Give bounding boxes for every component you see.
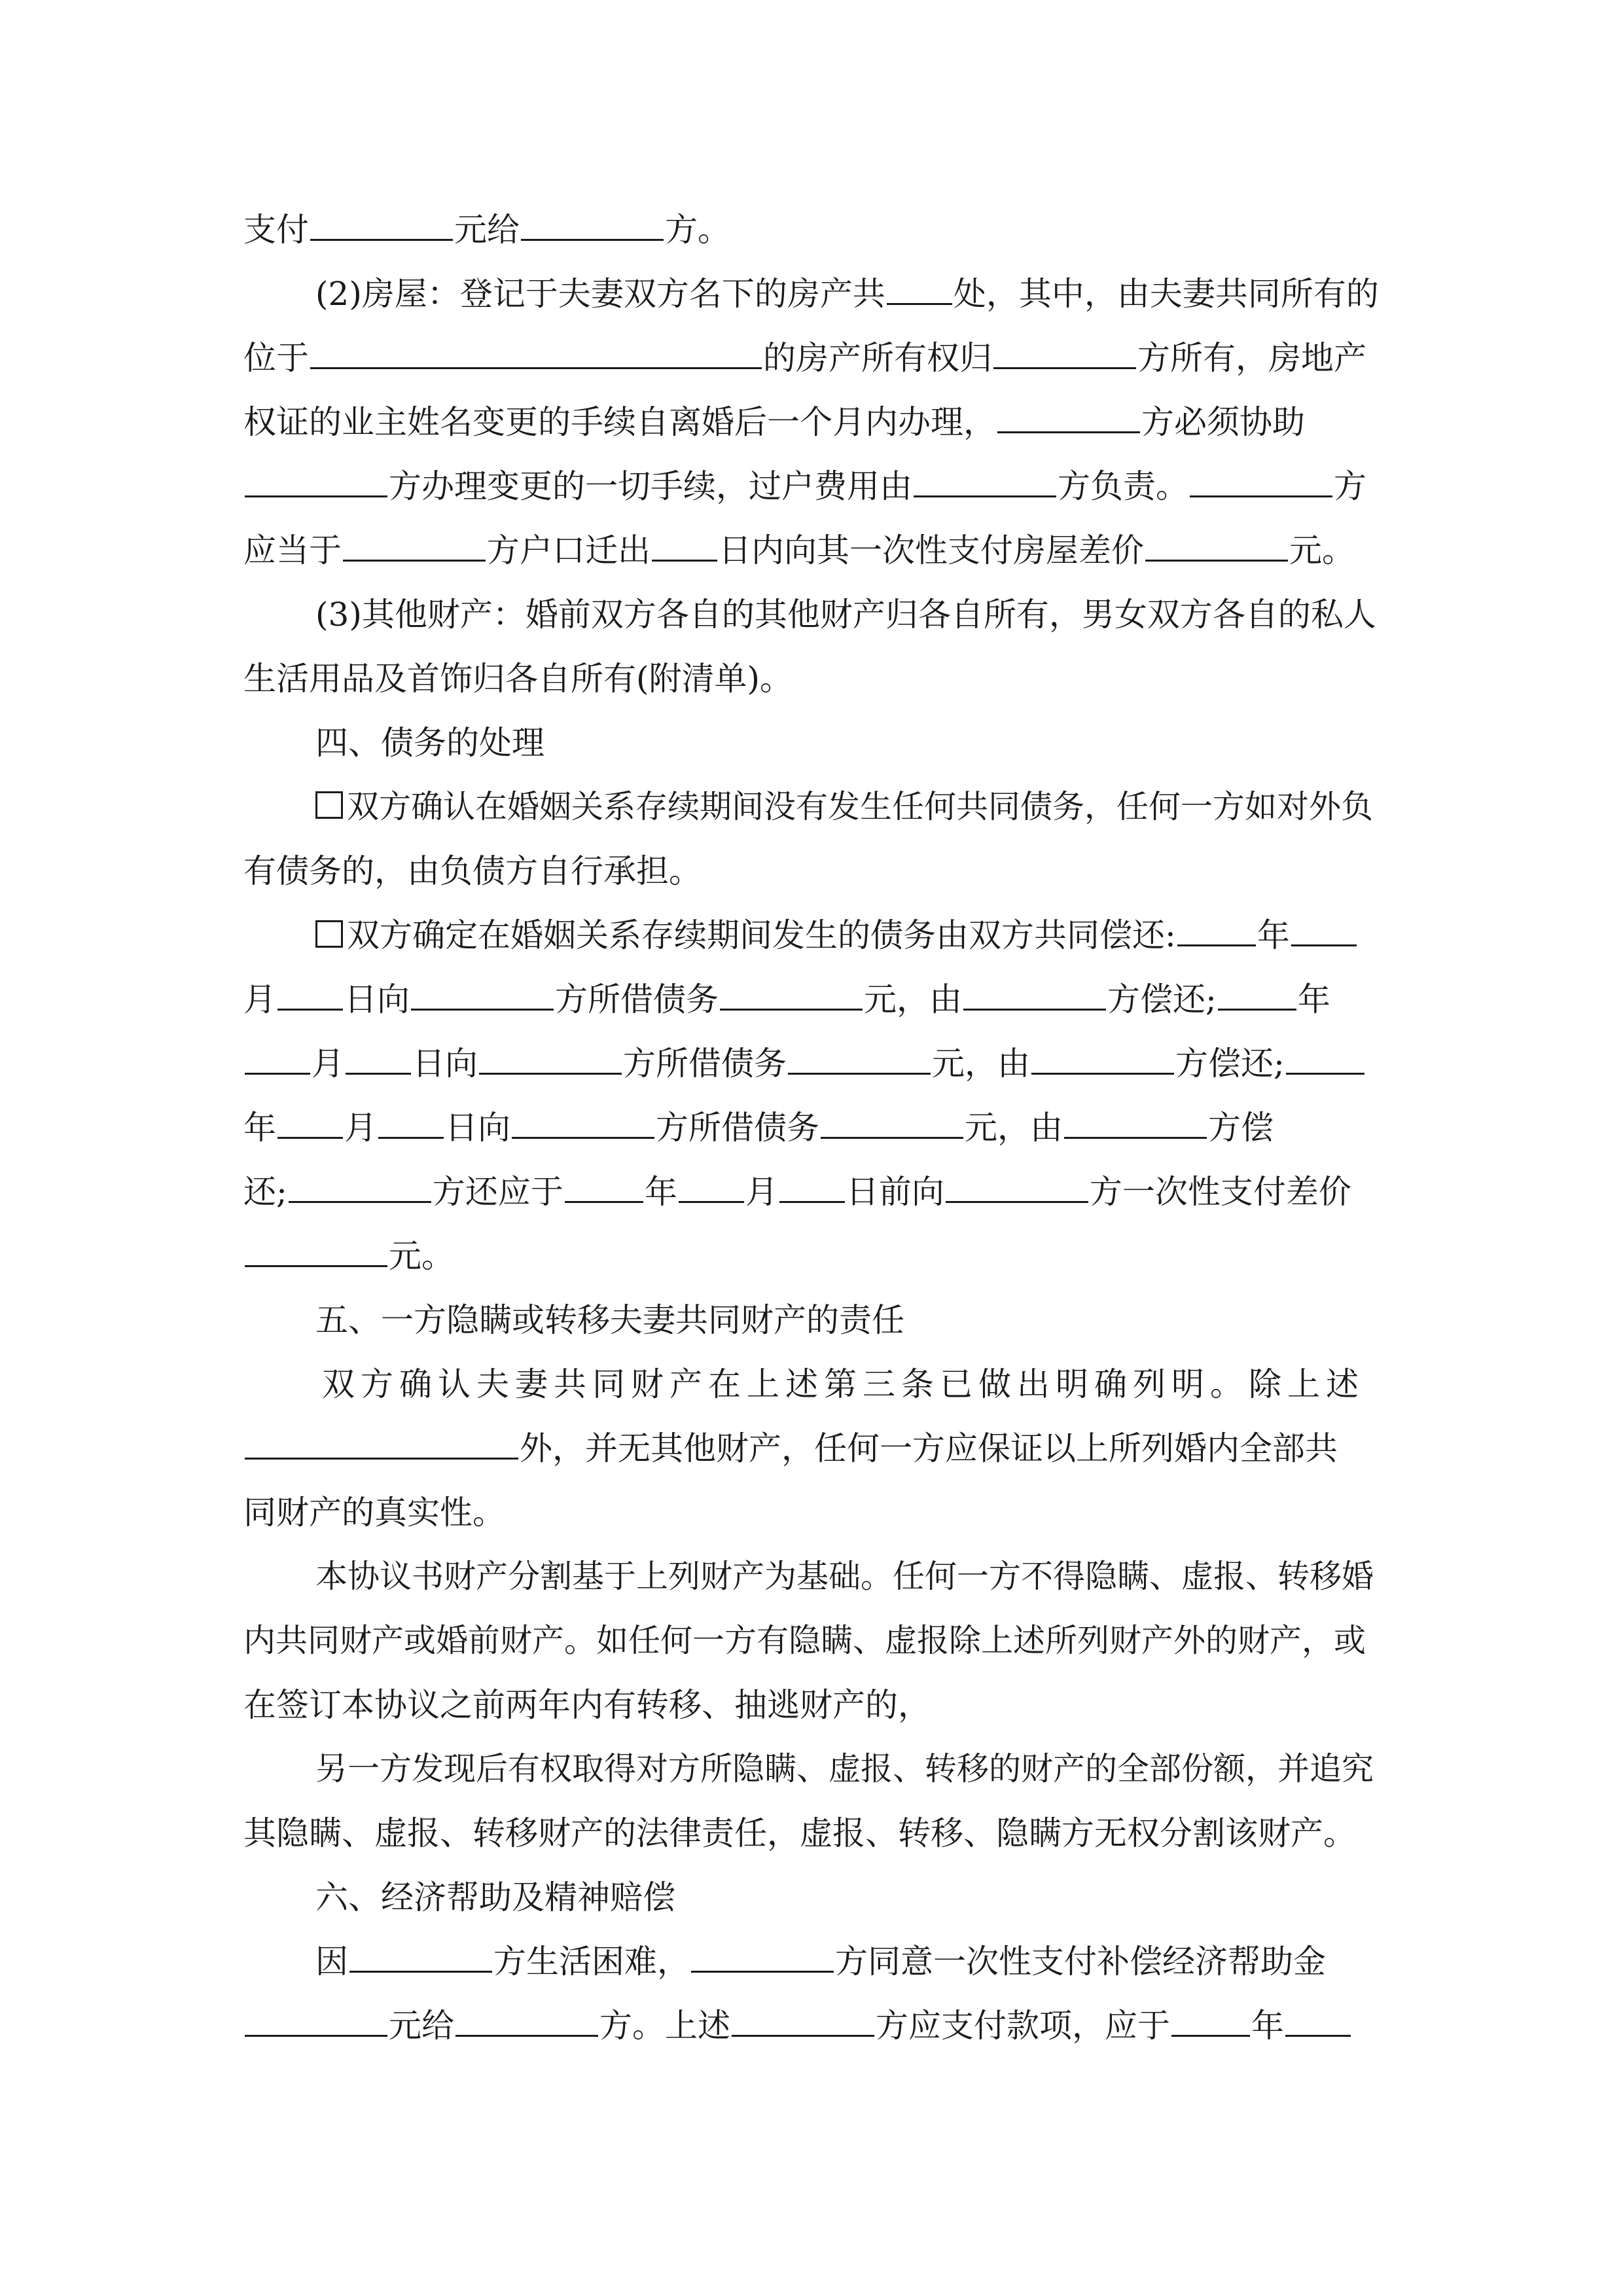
blank-field xyxy=(277,968,343,1011)
text: 方应支付款项，应于 xyxy=(876,2007,1170,2045)
text-line xyxy=(243,1096,1383,1160)
text: 日向 xyxy=(344,980,410,1018)
text-line xyxy=(322,1352,1383,1416)
blank-field xyxy=(1190,455,1332,497)
text-line xyxy=(243,326,1383,390)
blank-field xyxy=(946,1160,1088,1203)
text-line xyxy=(243,1160,1383,1224)
text: 方偿还; xyxy=(1175,1045,1285,1083)
blank-field xyxy=(343,519,486,562)
blank-field xyxy=(245,1417,518,1460)
blank-field xyxy=(245,1032,310,1075)
blank-field xyxy=(1218,968,1296,1011)
text-line xyxy=(243,647,1383,711)
blank-field xyxy=(512,1096,654,1139)
text: 五、一方隐瞒或转移夫妻共同财产的责任 xyxy=(315,1301,904,1339)
text-line xyxy=(315,262,1383,326)
text: 方偿还; xyxy=(1107,980,1217,1018)
blank-field xyxy=(914,455,1056,497)
blank-field xyxy=(652,519,717,562)
blank-field xyxy=(788,1032,931,1075)
text-line xyxy=(315,1545,1383,1609)
blank-field xyxy=(1145,519,1288,562)
text: 生活用品及首饰归各自所有(附清单)。 xyxy=(243,660,793,698)
blank-field xyxy=(993,327,1136,369)
text: 双方确认在婚姻关系存续期间没有发生任何共同债务，任何一方如对外负 xyxy=(347,788,1374,825)
text: 方所借债务 xyxy=(623,1045,787,1083)
text: 方一次性支付差价 xyxy=(1089,1173,1351,1211)
blank-field xyxy=(521,198,664,241)
blank-field xyxy=(277,1096,343,1139)
blank-field xyxy=(479,1032,622,1075)
text: 位于 xyxy=(243,339,309,377)
text: 方还应于 xyxy=(432,1173,563,1211)
text-line xyxy=(315,775,1383,839)
blank-field xyxy=(1291,904,1357,946)
text: 另一方发现后有权取得对方所隐瞒、虚报、转移的财产的全部份额，并追究 xyxy=(315,1750,1374,1787)
text: 双方确定在婚姻关系存续期间发生的债务由双方共同偿还: xyxy=(347,916,1176,954)
section-heading xyxy=(315,1865,1455,1929)
text: 因 xyxy=(315,1943,348,1981)
text: 其隐瞒、虚报、转移财产的法律责任，虚报、转移、隐瞒方无权分割该财产。 xyxy=(243,1814,1356,1852)
blank-field xyxy=(289,1160,431,1203)
blank-field xyxy=(378,1096,444,1139)
text-line xyxy=(243,1416,1383,1480)
text: 月 xyxy=(312,1045,344,1083)
text: 月 xyxy=(745,1173,778,1211)
blank-field xyxy=(1285,1994,1351,2037)
text-line xyxy=(243,1801,1383,1865)
text: 在签订本协议之前两年内有转移、抽逃财产的， xyxy=(243,1686,931,1724)
blank-field xyxy=(963,968,1106,1011)
text: 方。 xyxy=(665,211,730,249)
text: 的房产所有权归 xyxy=(763,339,992,377)
text-line xyxy=(243,1480,1383,1545)
blank-field xyxy=(245,455,387,497)
checkbox[interactable] xyxy=(315,791,343,819)
text-line xyxy=(243,454,1383,518)
text: 方必须协助 xyxy=(1141,403,1305,441)
text: 权证的业主姓名变更的手续自离婚后一个月内办理， xyxy=(243,403,996,441)
text-line xyxy=(243,967,1383,1031)
text: 方负责。 xyxy=(1058,467,1188,505)
blank-field xyxy=(455,1994,598,2037)
text: 元。 xyxy=(1289,531,1355,569)
text: 应当于 xyxy=(243,531,342,569)
text: 有债务的，由负债方自行承担。 xyxy=(243,852,702,890)
text: 日前向 xyxy=(846,1173,944,1211)
blank-field xyxy=(720,968,863,1011)
blank-field xyxy=(691,1930,834,1973)
text: 年 xyxy=(1257,916,1290,954)
text: 还; xyxy=(243,1173,287,1211)
text: 方同意一次性支付补偿经济帮助金 xyxy=(835,1943,1326,1981)
text: 月 xyxy=(243,980,276,1018)
text-line xyxy=(243,390,1383,454)
text: 月 xyxy=(344,1109,377,1147)
blank-field xyxy=(1286,1032,1364,1075)
blank-field xyxy=(887,262,952,305)
blank-field xyxy=(411,968,554,1011)
text: 日内向其一次性支付房屋差价 xyxy=(719,531,1144,569)
text: 方所借债务 xyxy=(656,1109,819,1147)
text-line xyxy=(243,1673,1383,1737)
text-line xyxy=(243,1224,1383,1288)
text: 六、经济帮助及精神赔偿 xyxy=(315,1878,675,1916)
text: 内共同财产或婚前财产。如任何一方有隐瞒、虚报除上述所列财产外的财产，或 xyxy=(243,1622,1366,1659)
blank-field xyxy=(565,1160,643,1203)
checkbox[interactable] xyxy=(315,920,343,948)
section-heading xyxy=(315,711,1455,775)
text: 元，由 xyxy=(965,1109,1063,1147)
text-line xyxy=(315,1737,1383,1801)
text: 方生活困难， xyxy=(493,1943,690,1981)
text: 四、债务的处理 xyxy=(315,724,544,762)
blank-field xyxy=(732,1994,874,2037)
text: 方所借债务 xyxy=(555,980,719,1018)
text: 元给 xyxy=(454,211,520,249)
text-line xyxy=(315,903,1383,967)
text: 年 xyxy=(1297,980,1330,1018)
blank-field xyxy=(997,391,1140,433)
text: 处，其中，由夫妻共同所有的 xyxy=(953,275,1379,313)
text-line xyxy=(243,1609,1383,1673)
text: (3)其他财产：婚前双方各自的其他财产归各自所有，男女双方各自的私人 xyxy=(315,596,1376,634)
section-heading xyxy=(315,1288,1455,1352)
text: 方 xyxy=(1334,467,1366,505)
text-line xyxy=(315,1929,1383,1994)
blank-field xyxy=(310,327,762,369)
blank-field xyxy=(349,1930,492,1973)
blank-field xyxy=(1031,1032,1174,1075)
blank-field xyxy=(346,1032,411,1075)
blank-field xyxy=(1064,1096,1207,1139)
text: 日向 xyxy=(445,1109,510,1147)
text-line xyxy=(315,583,1383,647)
text: 方所有，房地产 xyxy=(1137,339,1366,377)
text: (2)房屋：登记于夫妻双方名下的房产共 xyxy=(315,275,885,313)
text: 同财产的真实性。 xyxy=(243,1494,505,1532)
text: 年 xyxy=(1251,2007,1284,2045)
blank-field xyxy=(821,1096,963,1139)
text-line xyxy=(243,198,1383,262)
text: 方户口迁出 xyxy=(487,531,651,569)
text: 元。 xyxy=(389,1237,454,1275)
text: 支付 xyxy=(243,211,309,249)
text: 双方确认夫妻共同财产在上述第三条已做出明确列明。除上述 xyxy=(322,1365,1364,1403)
blank-field xyxy=(1171,1994,1250,2037)
text: 方偿 xyxy=(1208,1109,1274,1147)
blank-field xyxy=(245,1994,387,2037)
text-line xyxy=(243,1031,1383,1096)
text: 外，并无其他财产，任何一方应保证以上所列婚内全部共 xyxy=(520,1429,1338,1467)
text: 元给 xyxy=(389,2007,454,2045)
text: 元，由 xyxy=(864,980,962,1018)
blank-field xyxy=(310,198,453,241)
text: 年 xyxy=(243,1109,276,1147)
blank-field xyxy=(779,1160,845,1203)
text-line xyxy=(243,839,1383,903)
blank-field xyxy=(1177,904,1256,946)
text: 方办理变更的一切手续，过户费用由 xyxy=(389,467,912,505)
text-line xyxy=(243,518,1383,583)
text-line xyxy=(243,1994,1383,2058)
text: 本协议书财产分割基于上列财产为基础。任何一方不得隐瞒、虚报、转移婚 xyxy=(315,1558,1374,1595)
text: 元，由 xyxy=(932,1045,1030,1083)
blank-field xyxy=(245,1225,387,1267)
blank-field xyxy=(679,1160,744,1203)
text: 年 xyxy=(644,1173,677,1211)
text: 日向 xyxy=(412,1045,478,1083)
text: 方。上述 xyxy=(599,2007,730,2045)
